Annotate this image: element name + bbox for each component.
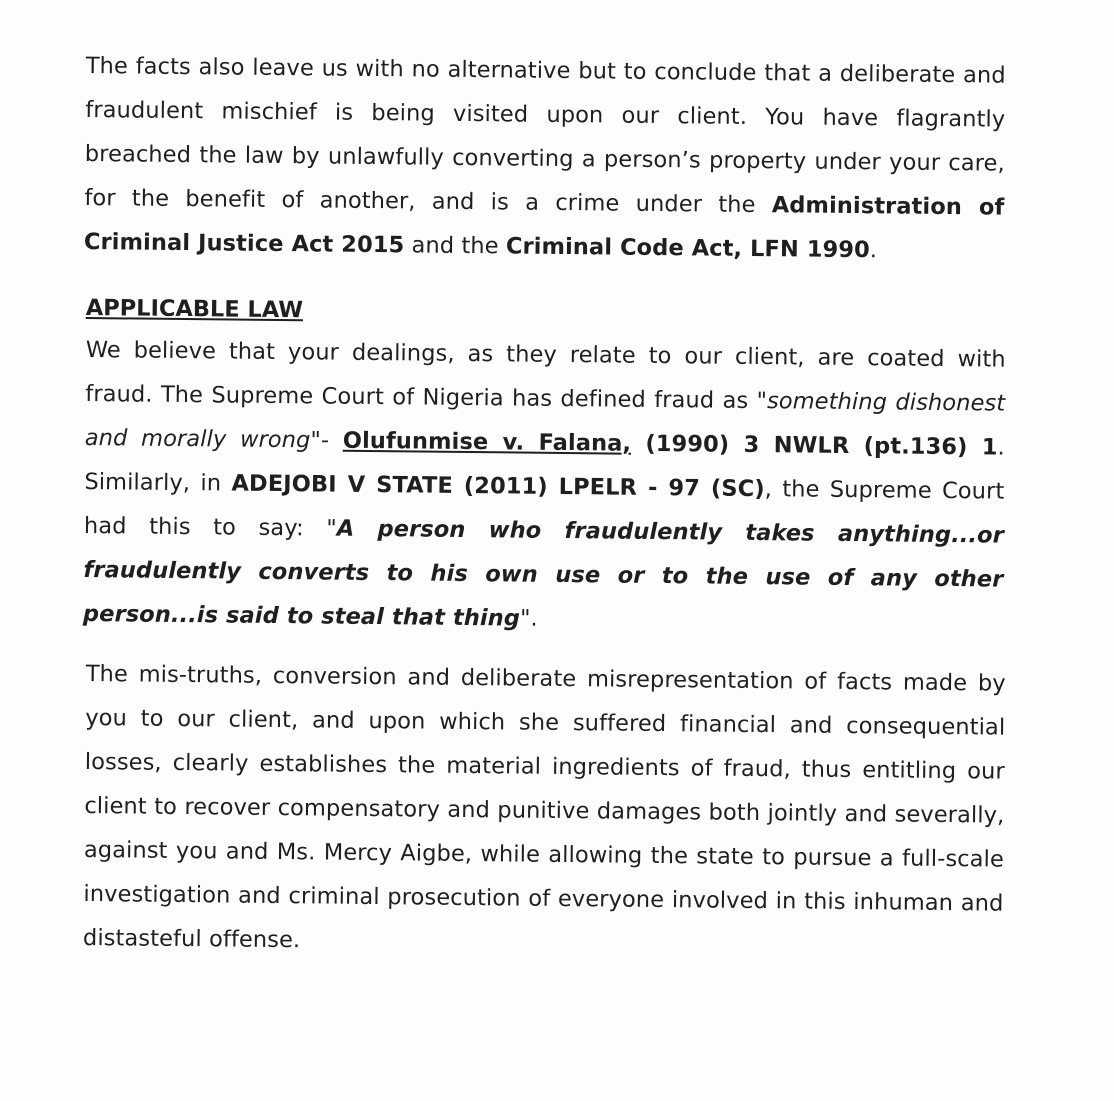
para2-text-2: "- [310,427,343,454]
para3-text-1: The mis-truths, conversion and deliberate misrepresentation of facts made by you to our client, and upon which she suffered financial and consequential losses, clearly establishes the material ingredients of fraud, thus entitling our client to recover compensatory and punitive damages both jointly and severally, against you and Ms. Mercy Aigbe, while allowing the state to pursue a full-scale investigation and criminal prosecution of everyone involved in this inhuman and distasteful offense. [82,660,1006,954]
fraud-definition-quote: something dishonest and morally wrong [84,388,1006,454]
para1-text-3: . [869,237,878,264]
case-citation-nwlr: (1990) 3 NWLR (pt.136) 1 [630,430,998,461]
paragraph-facts [84,44,1006,274]
act-administration-criminal-justice: Administration of Criminal Justice Act 2015 [83,192,1005,259]
para2-text-4: , the Supreme Court had this to say: " [83,476,1005,542]
para1-text-2: and the [404,232,507,260]
supreme-court-quote: A person who fraudulently takes anything...or fraudulently converts to his own use or to the use of any other person...is said to steal that thing [82,515,1005,632]
para2-text-1: We believe that your dealings, as they relate to our client, are coated with fraud. The Supreme Court of Nigeria has defined fraud as " [85,336,1006,415]
case-citation-olufunmise: Olufunmise v. Falana, [342,427,632,457]
paragraph-applicable-law [83,328,1006,646]
case-citation-adejobi: ADEJOBI V STATE (2011) LPELR - 97 (SC) [231,470,765,503]
para2-text-3: . Similarly, in [84,434,1005,497]
paragraph-misrepresentation [83,652,1006,970]
para1-text-1: The facts also leave us with no alternative but to conclude that a deliberate and fraudulent mischief is being visited upon our client. You have flagrantly breached the law by unlawfully converting a person’s property under your care, for the benefit of another, and is a crime under the [84,52,1006,219]
act-criminal-code: Criminal Code Act, LFN 1990 [505,233,871,264]
section-heading-applicable-law: APPLICABLE LAW [85,294,304,324]
para2-text-5: ". [519,605,538,632]
